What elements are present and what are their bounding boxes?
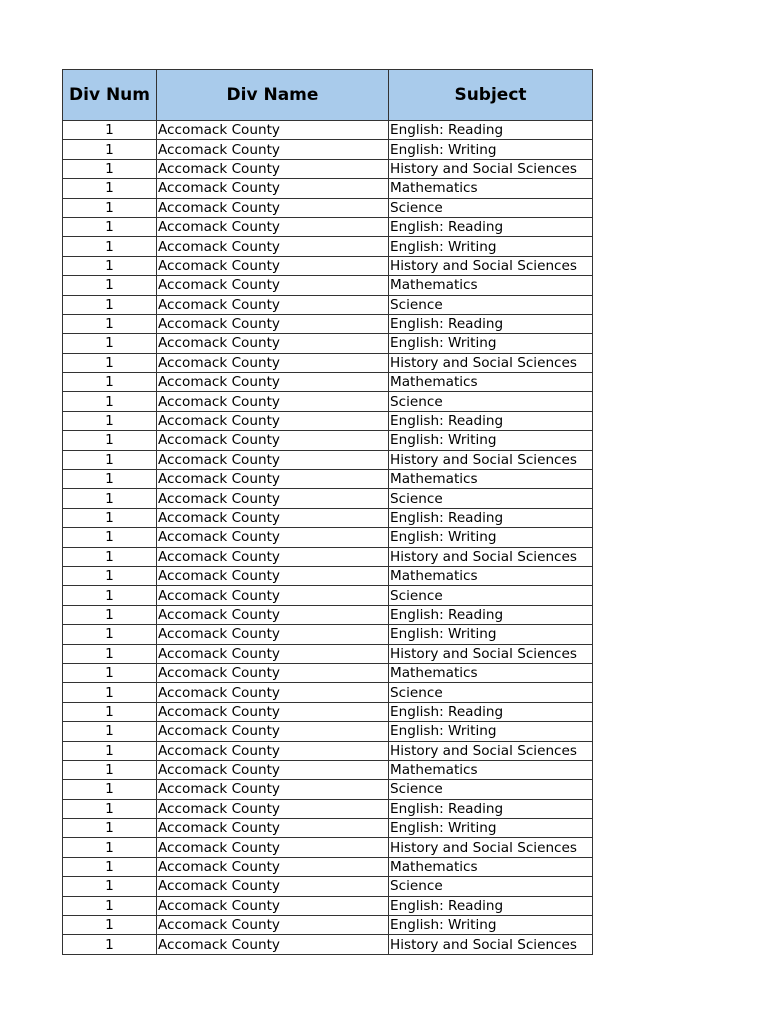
subject-cell: Science bbox=[389, 877, 593, 896]
table-row bbox=[63, 916, 593, 935]
table-row bbox=[63, 605, 593, 624]
div-num-cell: 1 bbox=[63, 741, 157, 760]
table-row bbox=[63, 702, 593, 721]
subject-cell: English: Reading bbox=[389, 411, 593, 430]
div-name-cell: Accomack County bbox=[157, 353, 389, 372]
subject-cell: Mathematics bbox=[389, 663, 593, 682]
table-row bbox=[63, 644, 593, 663]
div-name-cell: Accomack County bbox=[157, 625, 389, 644]
subject-cell: English: Reading bbox=[389, 508, 593, 527]
subject-cell: Mathematics bbox=[389, 470, 593, 489]
table-row bbox=[63, 159, 593, 178]
table-row bbox=[63, 722, 593, 741]
div-name-cell: Accomack County bbox=[157, 896, 389, 915]
div-num-cell: 1 bbox=[63, 179, 157, 198]
div-num-cell: 1 bbox=[63, 198, 157, 217]
div-name-cell: Accomack County bbox=[157, 198, 389, 217]
subject-cell: History and Social Sciences bbox=[389, 935, 593, 954]
subject-cell: History and Social Sciences bbox=[389, 353, 593, 372]
div-name-cell: Accomack County bbox=[157, 237, 389, 256]
div-name-cell: Accomack County bbox=[157, 857, 389, 876]
table-row bbox=[63, 256, 593, 275]
table-row bbox=[63, 528, 593, 547]
div-name-cell: Accomack County bbox=[157, 295, 389, 314]
subject-cell: English: Reading bbox=[389, 605, 593, 624]
div-name-cell: Accomack County bbox=[157, 683, 389, 702]
div-num-cell: 1 bbox=[63, 702, 157, 721]
div-name-cell: Accomack County bbox=[157, 838, 389, 857]
subject-cell: English: Writing bbox=[389, 916, 593, 935]
table-row bbox=[63, 780, 593, 799]
div-name-cell: Accomack County bbox=[157, 159, 389, 178]
table-row bbox=[63, 353, 593, 372]
div-name-cell: Accomack County bbox=[157, 179, 389, 198]
table-row bbox=[63, 566, 593, 585]
div-name-cell: Accomack County bbox=[157, 799, 389, 818]
div-name-cell: Accomack County bbox=[157, 431, 389, 450]
div-num-cell: 1 bbox=[63, 450, 157, 469]
div-name-cell: Accomack County bbox=[157, 663, 389, 682]
div-num-cell: 1 bbox=[63, 411, 157, 430]
div-num-cell: 1 bbox=[63, 877, 157, 896]
table-row bbox=[63, 431, 593, 450]
div-num-cell: 1 bbox=[63, 896, 157, 915]
subject-cell: English: Writing bbox=[389, 140, 593, 159]
table-row bbox=[63, 237, 593, 256]
div-num-cell: 1 bbox=[63, 489, 157, 508]
table-row bbox=[63, 450, 593, 469]
div-name-cell: Accomack County bbox=[157, 256, 389, 275]
div-name-cell: Accomack County bbox=[157, 392, 389, 411]
div-num-cell: 1 bbox=[63, 140, 157, 159]
table-row bbox=[63, 334, 593, 353]
div-name-cell: Accomack County bbox=[157, 470, 389, 489]
table-header bbox=[63, 70, 593, 121]
subject-cell: Science bbox=[389, 392, 593, 411]
subject-cell: History and Social Sciences bbox=[389, 838, 593, 857]
table-row bbox=[63, 470, 593, 489]
subject-cell: History and Social Sciences bbox=[389, 547, 593, 566]
subject-cell: History and Social Sciences bbox=[389, 741, 593, 760]
div-name-cell: Accomack County bbox=[157, 702, 389, 721]
column-header-subject: Subject bbox=[389, 70, 593, 121]
div-name-cell: Accomack County bbox=[157, 276, 389, 295]
table-row bbox=[63, 373, 593, 392]
div-name-cell: Accomack County bbox=[157, 780, 389, 799]
div-num-cell: 1 bbox=[63, 508, 157, 527]
div-num-cell: 1 bbox=[63, 819, 157, 838]
table-row bbox=[63, 586, 593, 605]
table-row bbox=[63, 217, 593, 236]
table-row bbox=[63, 760, 593, 779]
table-row bbox=[63, 140, 593, 159]
div-num-cell: 1 bbox=[63, 217, 157, 236]
table-row bbox=[63, 314, 593, 333]
table-row bbox=[63, 683, 593, 702]
div-name-cell: Accomack County bbox=[157, 547, 389, 566]
subject-cell: History and Social Sciences bbox=[389, 644, 593, 663]
subject-cell: English: Writing bbox=[389, 625, 593, 644]
column-header-div-name: Div Name bbox=[157, 70, 389, 121]
div-name-cell: Accomack County bbox=[157, 605, 389, 624]
subject-cell: Mathematics bbox=[389, 857, 593, 876]
div-num-cell: 1 bbox=[63, 722, 157, 741]
table-row bbox=[63, 625, 593, 644]
table-row bbox=[63, 799, 593, 818]
subject-cell: English: Writing bbox=[389, 237, 593, 256]
subject-cell: Science bbox=[389, 295, 593, 314]
subject-cell: Mathematics bbox=[389, 179, 593, 198]
table-row bbox=[63, 121, 593, 140]
div-num-cell: 1 bbox=[63, 373, 157, 392]
div-num-cell: 1 bbox=[63, 528, 157, 547]
div-num-cell: 1 bbox=[63, 935, 157, 954]
div-num-cell: 1 bbox=[63, 159, 157, 178]
table-row bbox=[63, 295, 593, 314]
div-name-cell: Accomack County bbox=[157, 489, 389, 508]
div-name-cell: Accomack County bbox=[157, 819, 389, 838]
div-name-cell: Accomack County bbox=[157, 916, 389, 935]
div-num-cell: 1 bbox=[63, 295, 157, 314]
subject-cell: Mathematics bbox=[389, 760, 593, 779]
table-row bbox=[63, 392, 593, 411]
div-num-cell: 1 bbox=[63, 586, 157, 605]
div-num-cell: 1 bbox=[63, 799, 157, 818]
div-num-cell: 1 bbox=[63, 276, 157, 295]
div-num-cell: 1 bbox=[63, 838, 157, 857]
subject-cell: English: Reading bbox=[389, 896, 593, 915]
div-num-cell: 1 bbox=[63, 237, 157, 256]
div-name-cell: Accomack County bbox=[157, 586, 389, 605]
div-num-cell: 1 bbox=[63, 353, 157, 372]
div-num-cell: 1 bbox=[63, 121, 157, 140]
table-body bbox=[63, 121, 593, 955]
table-row bbox=[63, 508, 593, 527]
div-num-cell: 1 bbox=[63, 392, 157, 411]
div-name-cell: Accomack County bbox=[157, 760, 389, 779]
div-name-cell: Accomack County bbox=[157, 373, 389, 392]
div-name-cell: Accomack County bbox=[157, 121, 389, 140]
subject-cell: Science bbox=[389, 780, 593, 799]
header-row bbox=[63, 70, 593, 121]
div-name-cell: Accomack County bbox=[157, 741, 389, 760]
subject-cell: Mathematics bbox=[389, 566, 593, 585]
div-name-cell: Accomack County bbox=[157, 217, 389, 236]
div-num-cell: 1 bbox=[63, 566, 157, 585]
div-name-cell: Accomack County bbox=[157, 411, 389, 430]
table-row bbox=[63, 838, 593, 857]
div-name-cell: Accomack County bbox=[157, 508, 389, 527]
subject-cell: English: Writing bbox=[389, 334, 593, 353]
subject-cell: English: Writing bbox=[389, 431, 593, 450]
subject-cell: English: Writing bbox=[389, 528, 593, 547]
div-name-cell: Accomack County bbox=[157, 935, 389, 954]
subject-cell: Science bbox=[389, 489, 593, 508]
subject-cell: Science bbox=[389, 683, 593, 702]
div-num-cell: 1 bbox=[63, 780, 157, 799]
div-num-cell: 1 bbox=[63, 760, 157, 779]
column-header-div-num: Div Num bbox=[63, 70, 157, 121]
div-num-cell: 1 bbox=[63, 605, 157, 624]
table-row bbox=[63, 896, 593, 915]
subject-cell: English: Reading bbox=[389, 314, 593, 333]
table-row bbox=[63, 489, 593, 508]
table-row bbox=[63, 663, 593, 682]
subject-cell: Science bbox=[389, 198, 593, 217]
div-name-cell: Accomack County bbox=[157, 450, 389, 469]
table-row bbox=[63, 741, 593, 760]
subject-cell: Science bbox=[389, 586, 593, 605]
div-num-cell: 1 bbox=[63, 547, 157, 566]
div-name-cell: Accomack County bbox=[157, 314, 389, 333]
table-row bbox=[63, 857, 593, 876]
table-row bbox=[63, 179, 593, 198]
subject-cell: English: Reading bbox=[389, 121, 593, 140]
div-name-cell: Accomack County bbox=[157, 644, 389, 663]
subject-cell: History and Social Sciences bbox=[389, 256, 593, 275]
table-row bbox=[63, 411, 593, 430]
div-name-cell: Accomack County bbox=[157, 334, 389, 353]
subject-cell: English: Reading bbox=[389, 217, 593, 236]
table-row bbox=[63, 198, 593, 217]
div-num-cell: 1 bbox=[63, 334, 157, 353]
div-name-cell: Accomack County bbox=[157, 877, 389, 896]
div-num-cell: 1 bbox=[63, 256, 157, 275]
div-num-cell: 1 bbox=[63, 916, 157, 935]
data-table bbox=[62, 69, 593, 955]
div-num-cell: 1 bbox=[63, 644, 157, 663]
div-name-cell: Accomack County bbox=[157, 140, 389, 159]
div-num-cell: 1 bbox=[63, 431, 157, 450]
div-name-cell: Accomack County bbox=[157, 566, 389, 585]
subject-cell: History and Social Sciences bbox=[389, 159, 593, 178]
table-row bbox=[63, 877, 593, 896]
table-row bbox=[63, 276, 593, 295]
subject-cell: English: Reading bbox=[389, 799, 593, 818]
subject-cell: Mathematics bbox=[389, 373, 593, 392]
table-row bbox=[63, 819, 593, 838]
div-num-cell: 1 bbox=[63, 314, 157, 333]
div-num-cell: 1 bbox=[63, 683, 157, 702]
subject-cell: English: Writing bbox=[389, 722, 593, 741]
div-num-cell: 1 bbox=[63, 625, 157, 644]
table-row bbox=[63, 547, 593, 566]
subject-cell: English: Reading bbox=[389, 702, 593, 721]
subject-cell: History and Social Sciences bbox=[389, 450, 593, 469]
subject-cell: Mathematics bbox=[389, 276, 593, 295]
table-row bbox=[63, 935, 593, 954]
div-name-cell: Accomack County bbox=[157, 528, 389, 547]
div-num-cell: 1 bbox=[63, 663, 157, 682]
div-num-cell: 1 bbox=[63, 857, 157, 876]
div-name-cell: Accomack County bbox=[157, 722, 389, 741]
subject-cell: English: Writing bbox=[389, 819, 593, 838]
div-num-cell: 1 bbox=[63, 470, 157, 489]
